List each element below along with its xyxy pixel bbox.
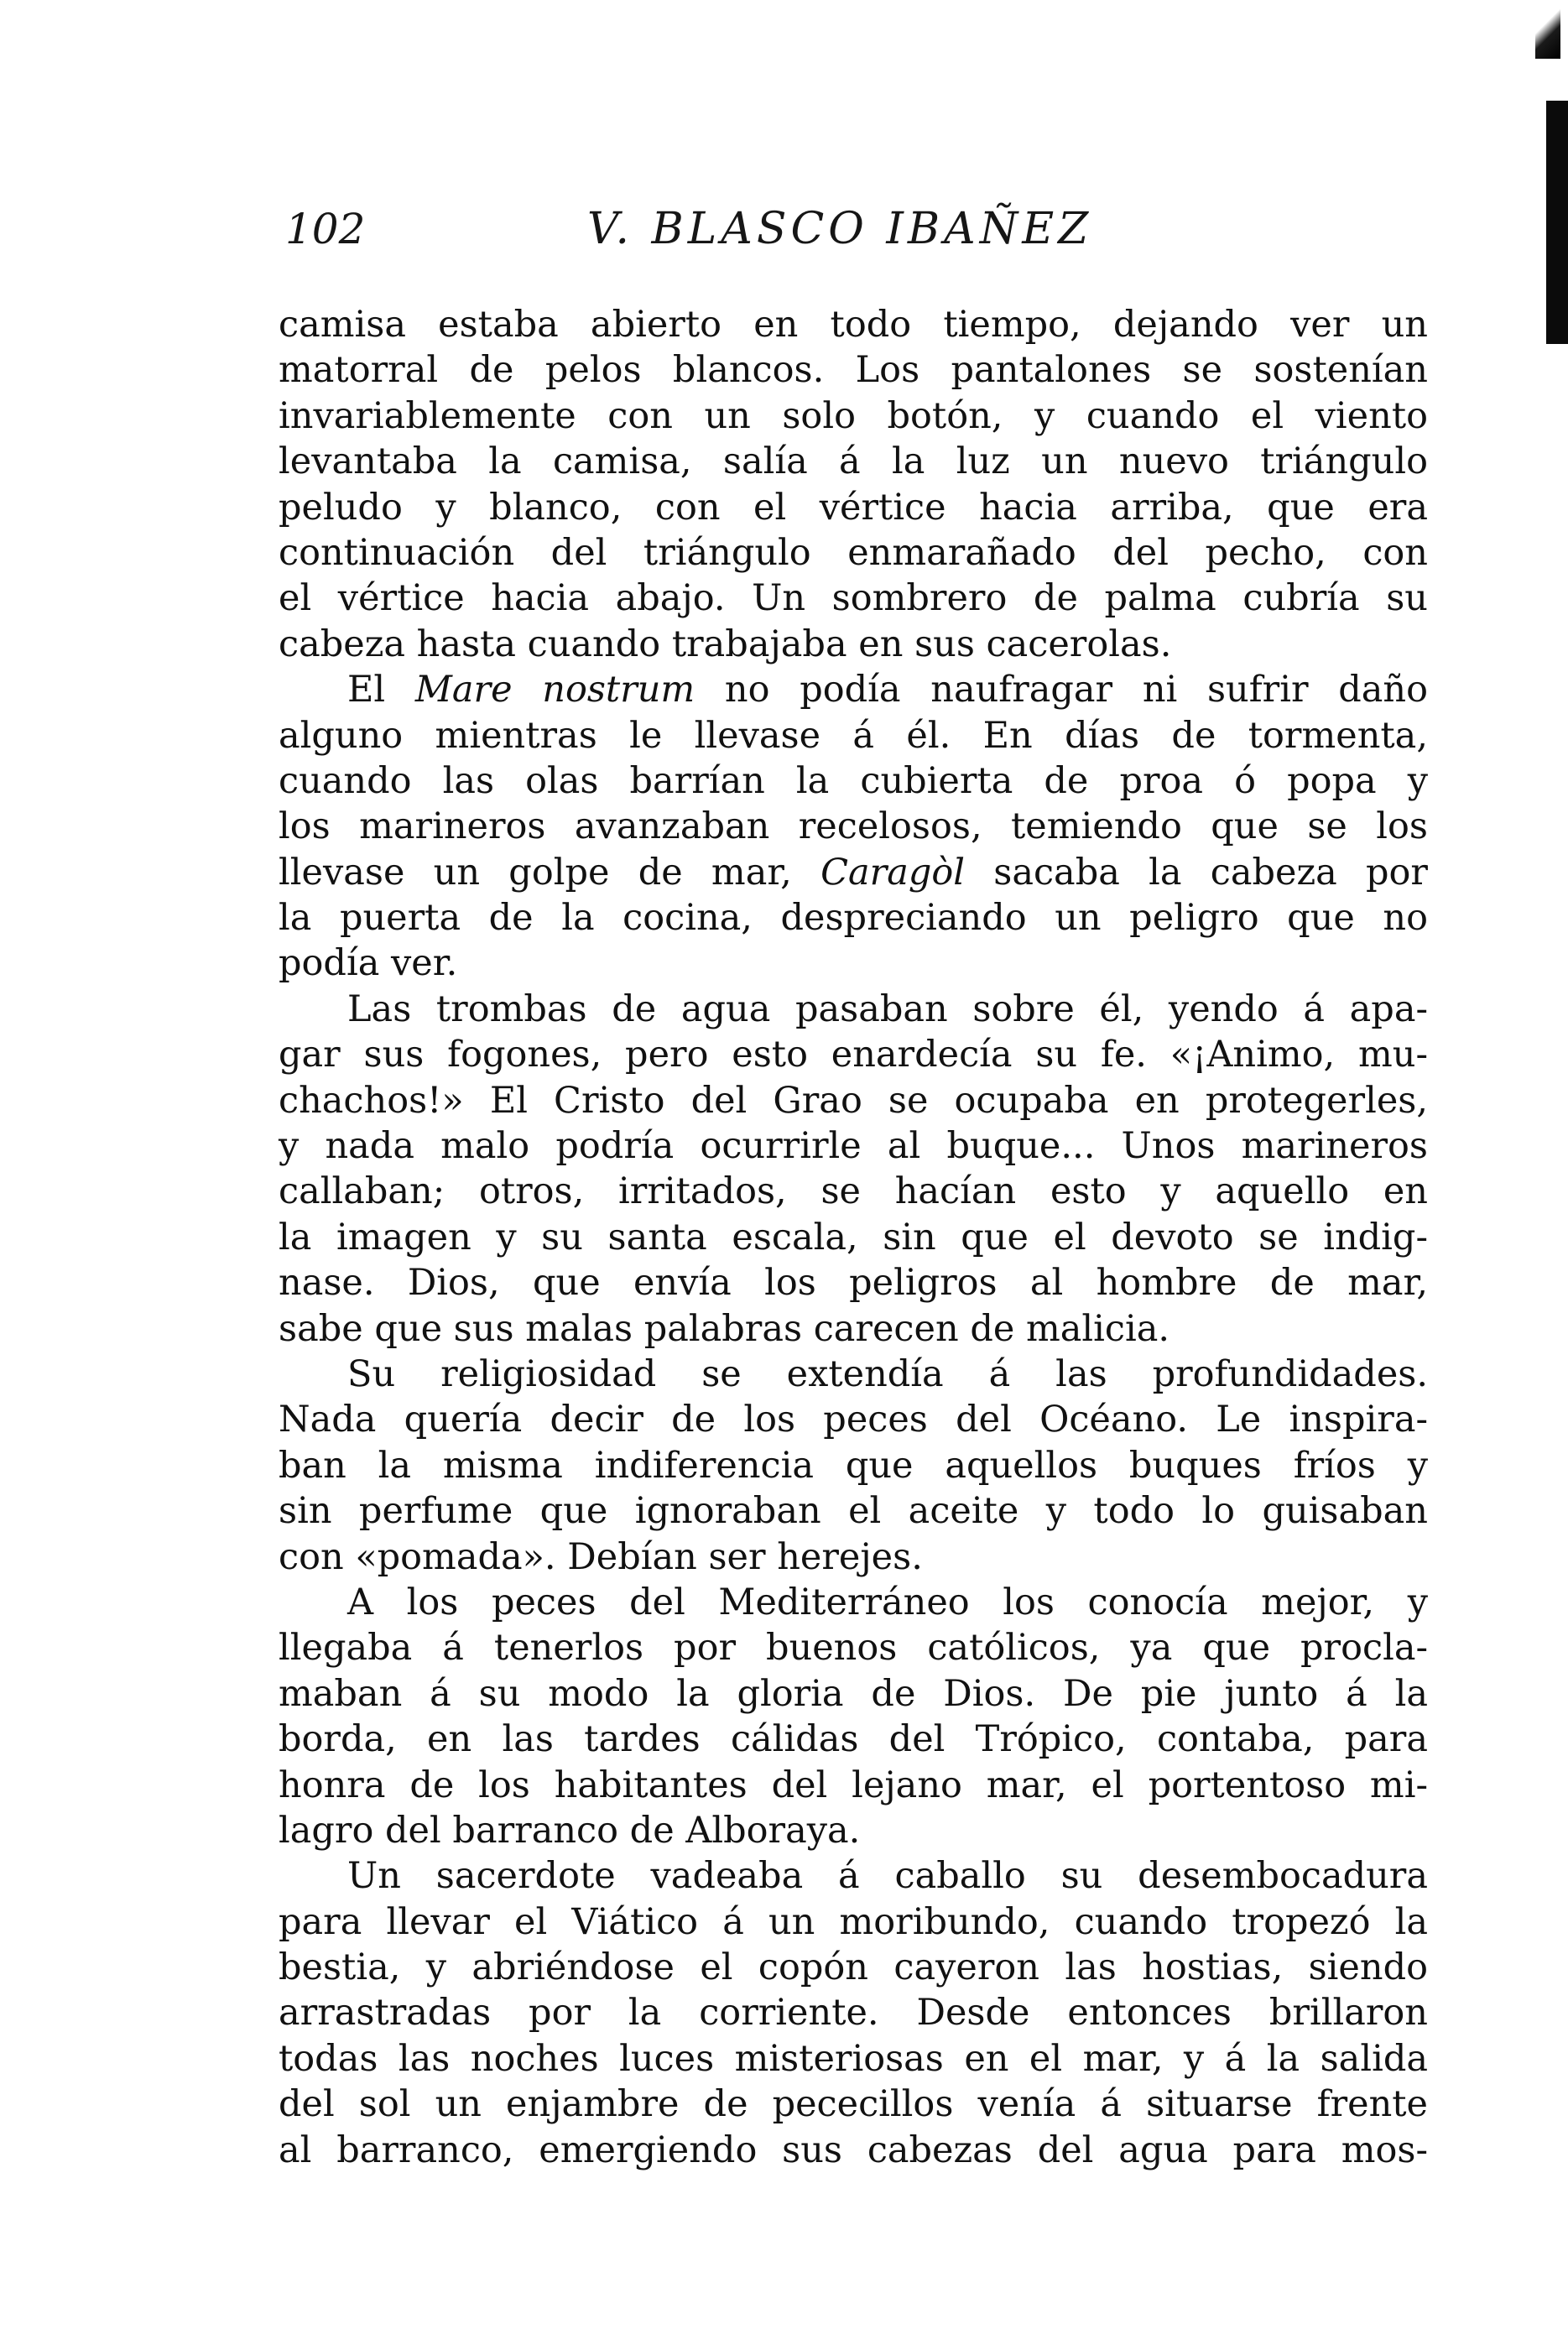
text-line: honra de los habitantes del lejano mar, el portentoso mi- bbox=[279, 1764, 1428, 1806]
text-line: del sol un enjambre de pececillos venía á situarse frente bbox=[279, 2083, 1428, 2126]
text-line: sabe que sus malas palabras carecen de malicia. bbox=[279, 1307, 1170, 1350]
italic-title: Mare nostrum bbox=[414, 669, 695, 711]
text-line: invariablemente con un solo botón, y cuando el viento bbox=[279, 394, 1428, 437]
text-line: chachos!» El Cristo del Grao se ocupaba en protegerles, bbox=[279, 1079, 1428, 1122]
text-line: callaban; otros, irritados, se hacían esto y aquello en bbox=[279, 1170, 1428, 1213]
text-line: cuando las olas barrían la cubierta de proa ó popa y bbox=[279, 759, 1428, 802]
text-line: alguno mientras le llevase á él. En días de tormenta, bbox=[279, 714, 1428, 757]
body-text bbox=[279, 302, 1428, 2173]
text-line: camisa estaba abierto en todo tiempo, dejando ver un bbox=[279, 304, 1428, 346]
text-line: llegaba á tenerlos por buenos católicos, ya que procla- bbox=[279, 1627, 1428, 1670]
text-line: lagro del barranco de Alboraya. bbox=[279, 1809, 861, 1852]
text-line: nase. Dios, que envía los peligros al hombre de mar, bbox=[279, 1262, 1428, 1305]
text-line bbox=[279, 850, 1428, 895]
scan-edge-mark bbox=[1535, 0, 1560, 59]
text-line: matorral de pelos blancos. Los pantalones se sostenían bbox=[279, 349, 1428, 392]
text-line: A los peces del Mediterráneo los conocía mejor, y bbox=[347, 1581, 1428, 1623]
text-segment: sacaba la cabeza por bbox=[965, 851, 1428, 894]
text-line: continuación del triángulo enmarañado del pecho, con bbox=[279, 531, 1428, 574]
text-line: los marineros avanzaban recelosos, temiendo que se los bbox=[279, 805, 1428, 848]
text-line: sin perfume que ignoraban el aceite y todo lo guisaban bbox=[279, 1490, 1428, 1533]
text-line: ban la misma indiferencia que aquellos buques fríos y bbox=[279, 1444, 1428, 1487]
text-line bbox=[279, 667, 1428, 712]
text-line: Nada quería decir de los peces del Océano. Le inspira- bbox=[279, 1399, 1428, 1441]
italic-title: Caragòl bbox=[820, 851, 966, 894]
text-line: Un sacerdote vadeaba á caballo su desembocadura bbox=[347, 1855, 1428, 1898]
text-line: gar sus fogones, pero esto enardecía su fe. «¡Animo, mu- bbox=[279, 1034, 1428, 1076]
page-header bbox=[0, 201, 1568, 268]
text-segment: no podía naufragar ni sufrir daño bbox=[695, 669, 1428, 711]
text-line: levantaba la camisa, salía á la luz un nuevo triángulo bbox=[279, 440, 1428, 483]
text-line: el vértice hacia abajo. Un sombrero de palma cubría su bbox=[279, 577, 1428, 620]
text-line: peludo y blanco, con el vértice hacia arriba, que era bbox=[279, 486, 1428, 529]
text-line: maban á su modo la gloria de Dios. De pie junto á la bbox=[279, 1672, 1428, 1715]
text-line: al barranco, emergiendo sus cabezas del agua para mos- bbox=[279, 2129, 1428, 2171]
text-line: cabeza hasta cuando trabajaba en sus cacerolas. bbox=[279, 623, 1172, 665]
running-head: V. BLASCO IBAÑEZ bbox=[587, 204, 1093, 254]
text-line: para llevar el Viático á un moribundo, cuando tropezó la bbox=[279, 1900, 1428, 1943]
text-line: y nada malo podría ocurrirle al buque... Unos marineros bbox=[279, 1125, 1428, 1168]
text-line: bestia, y abriéndose el copón cayeron las hostias, siendo bbox=[279, 1946, 1428, 1989]
text-line: con «pomada». Debían ser herejes. bbox=[279, 1535, 923, 1578]
text-line: la puerta de la cocina, despreciando un peligro que no bbox=[279, 897, 1428, 940]
text-line: Su religiosidad se extendía á las profundidades. bbox=[347, 1352, 1428, 1395]
text-line: Las trombas de agua pasaban sobre él, yendo á apa- bbox=[347, 987, 1428, 1030]
text-line: podía ver. bbox=[279, 942, 458, 985]
text-segment: llevase un golpe de mar, bbox=[279, 851, 821, 894]
text-segment: El bbox=[347, 669, 415, 711]
text-line: la imagen y su santa escala, sin que el devoto se indig- bbox=[279, 1216, 1428, 1258]
text-line: todas las noches luces misteriosas en el mar, y á la salida bbox=[279, 2037, 1428, 2080]
text-line: arrastradas por la corriente. Desde entonces brillaron bbox=[279, 1992, 1428, 2035]
text-line: borda, en las tardes cálidas del Trópico, contaba, para bbox=[279, 1718, 1428, 1761]
page-number: 102 bbox=[285, 205, 366, 253]
